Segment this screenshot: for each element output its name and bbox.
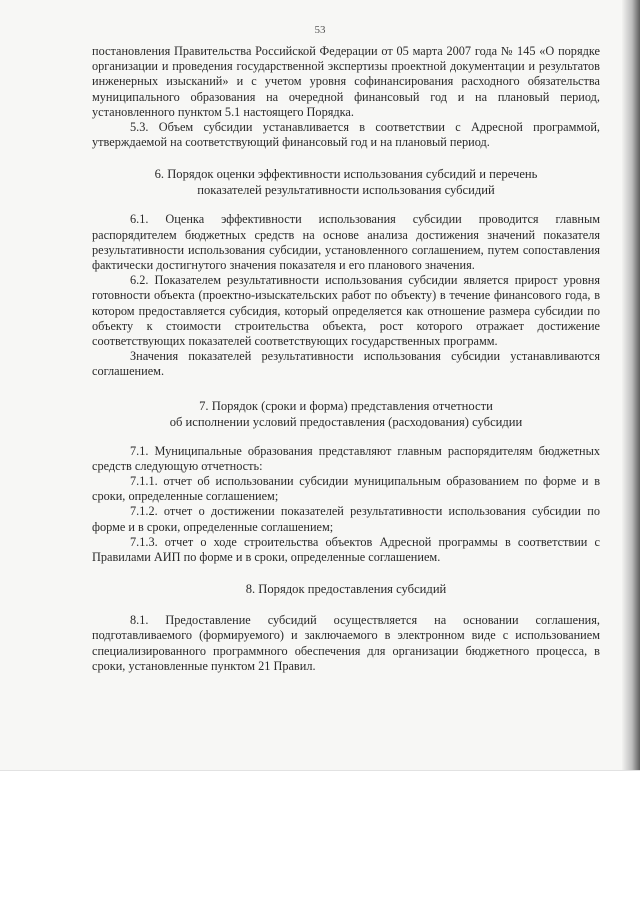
paragraph: 8.1. Предоставление субсидий осуществляется на основании соглашения, подготавливаемого (формируемого) и заключаемого в электронном виде с использованием специализированного программного обеспечения для организации бюджетного процесса, в сроки, установленные пунктом 21 Правил. bbox=[92, 613, 600, 673]
page-edge-shadow bbox=[622, 0, 640, 770]
document-body bbox=[92, 44, 600, 674]
paragraph: 7.1.3. отчет о ходе строительства объектов Адресной программы в соответствии с Правилами АИП по форме и в сроки, определенные соглашением. bbox=[92, 534, 600, 565]
paragraph: постановления Правительства Российской Федерации от 05 марта 2007 года № 145 «О порядке организации и проведения государственной экспертизы проектной документации и результатов инженерных изысканий» и с учетом уровня софинансирования расходного обязательства муниципального образования на очередной финансовый год и на плановый период, установленного пунктом 5.1 настоящего Порядка. bbox=[92, 44, 600, 119]
section-heading bbox=[92, 581, 600, 597]
section-heading-line: 8. Порядок предоставления субсидий bbox=[245, 582, 447, 597]
section-heading-line: показателей результативности использования субсидий bbox=[197, 183, 495, 198]
paragraph: 6.2. Показателем результативности использования субсидии является прирост уровня готовности объекта (проектно-изыскательских работ по объекту) в течение финансового года, в котором предоставляется субсидия, который определяется как отношение размера субсидии по объекту к стоимости строительства объекта, рост которого отражает достижение соответствующих показателей соответствующих государственных программ. bbox=[92, 273, 600, 349]
section-heading-line: об исполнении условий предоставления (расходования) субсидии bbox=[169, 414, 523, 429]
paragraph: 5.3. Объем субсидии устанавливается в соответствии с Адресной программой, утверждаемой на соответствующий финансовый год и на плановый период. bbox=[92, 120, 600, 150]
paragraph: 7.1.2. отчет о достижении показателей результативности использования субсидии по форме и в сроки, определенные соглашением; bbox=[92, 504, 600, 534]
section-heading-line: 7. Порядок (сроки и форма) представления отчетности bbox=[199, 398, 493, 413]
section-heading bbox=[92, 398, 600, 430]
section-heading bbox=[92, 166, 600, 198]
paragraph: 7.1.1. отчет об использовании субсидии муниципальным образованием по форме и в сроки, определенные соглашением; bbox=[92, 474, 600, 504]
section-heading-line: 6. Порядок оценки эффективности использования субсидий и перечень bbox=[154, 167, 538, 182]
page-number: 53 bbox=[314, 24, 326, 36]
paragraph: 6.1. Оценка эффективности использования субсидии проводится главным распорядителем бюджетных средств на основе анализа достижения значений показателя результативности использования субсидии, установленного соглашением, путем сопоставления фактически достигнутого значения показателя и его планового значения. bbox=[92, 212, 600, 273]
paragraph: Значения показателей результативности использования субсидии устанавливаются соглашением. bbox=[92, 349, 600, 379]
paragraph: 7.1. Муниципальные образования представляют главным распорядителям бюджетных средств следующую отчетность: bbox=[92, 443, 600, 473]
